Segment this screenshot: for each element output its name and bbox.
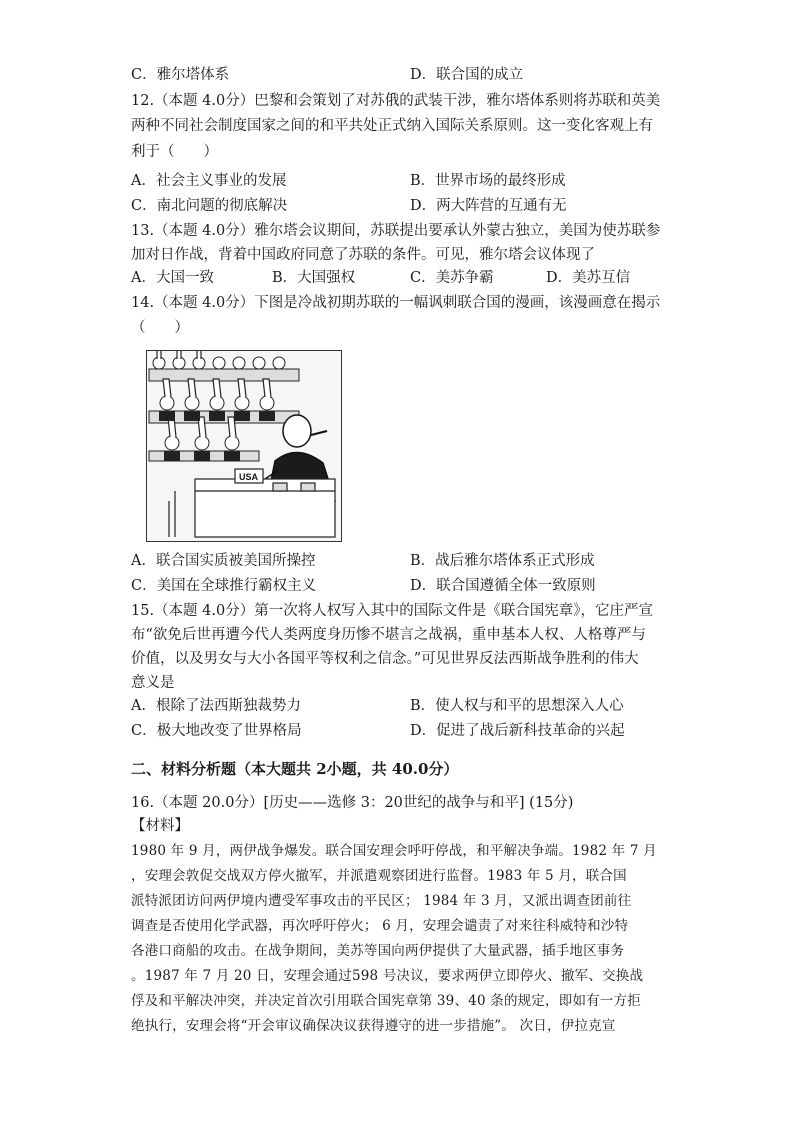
un-cartoon-image xyxy=(146,350,342,542)
option-11c: C．雅尔塔体系 xyxy=(131,67,230,83)
material-line: 。1987 年 7 月 20 日，安理会通过598 号决议，要求两伊立即停火、撤军、交换战 xyxy=(131,968,644,984)
question-15-stem: 价值，以及男女与大小各国平等权利之信念。”可见世界反法西斯战争胜利的伟大 xyxy=(131,651,639,667)
option-13c: C．美苏争霸 xyxy=(410,270,494,286)
option-12d: D．两大阵营的互通有无 xyxy=(410,198,567,214)
material-label: 【材料】 xyxy=(131,818,189,834)
option-13b: B．大国强权 xyxy=(272,270,356,286)
question-12-stem: 两种不同社会制度国家之间的和平共处正式纳入国际关系原则。这一变化客观上有 xyxy=(131,118,653,134)
option-14c: C．美国在全球推行霸权主义 xyxy=(131,578,317,594)
question-15-stem: 意义是 xyxy=(131,675,175,691)
option-15a: A．根除了法西斯独裁势力 xyxy=(131,698,301,714)
question-16-stem: 16.（本题 20.0分）[历史——选修 3：20世纪的战争与和平] (15分) xyxy=(131,795,574,811)
material-line: 俘及和平解决冲突，并决定首次引用联合国宪章第 39、40 条的规定，即如有一方拒 xyxy=(131,993,641,1009)
option-15c: C．极大地改变了世界格局 xyxy=(131,723,302,739)
option-13a: A．大国一致 xyxy=(131,270,214,286)
option-14a: A．联合国实质被美国所操控 xyxy=(131,553,316,569)
option-12c: C．南北问题的彻底解决 xyxy=(131,198,288,214)
option-12b: B．世界市场的最终形成 xyxy=(410,173,566,189)
cartoon-usa-label: USA xyxy=(239,472,259,482)
question-14-stem: （ ） xyxy=(131,320,189,336)
question-13-stem: 加对日作战，背着中国政府同意了苏联的条件。可见，雅尔塔会议体现了 xyxy=(131,247,595,263)
material-line: 调查是否使用化学武器，再次呼吁停火； 6 月，安理会谴责了对来往科威特和沙特 xyxy=(131,918,629,934)
option-15d: D．促进了战后新科技革命的兴起 xyxy=(410,723,625,739)
option-14d: D．联合国遵循全体一致原则 xyxy=(410,578,596,594)
material-line: 1980 年 9 月，两伊战争爆发。联合国安理会呼吁停战，和平解决争端。1982 年 7 月 xyxy=(131,843,657,859)
option-15b: B．使人权与和平的思想深入人心 xyxy=(410,698,624,714)
material-line: 绝执行，安理会将“开会审议确保决议获得遵守的进一步措施”。 次日，伊拉克宣 xyxy=(131,1018,616,1034)
option-14b: B．战后雅尔塔体系正式形成 xyxy=(410,553,595,569)
question-13-stem: 13.（本题 4.0分）雅尔塔会议期间，苏联提出要承认外蒙古独立，美国为使苏联参 xyxy=(131,223,661,239)
question-15-stem: 15.（本题 4.0分）第一次将人权写入其中的国际文件是《联合国宪章》，它庄严宣 xyxy=(131,603,653,619)
question-15-stem: 布“欲免后世再遭今代人类两度身历惨不堪言之战祸，重申基本人权、人格尊严与 xyxy=(131,627,646,643)
cartoon-drawing xyxy=(147,351,341,541)
material-line: 各港口商船的攻击。在战争期间，美苏等国向两伊提供了大量武器，插手地区事务 xyxy=(131,943,625,959)
option-13d: D．美苏互信 xyxy=(546,270,631,286)
material-line: 派特派团访问两伊境内遭受军事攻击的平民区； 1984 年 3 月，又派出调查团前往 xyxy=(131,893,632,909)
section-heading: 二、材料分析题（本大题共 2小题，共 40.0分） xyxy=(131,760,459,778)
option-11d: D．联合国的成立 xyxy=(410,67,524,83)
question-12-stem: 12.（本题 4.0分）巴黎和会策划了对苏俄的武装干涉，雅尔塔体系则将苏联和英美 xyxy=(131,93,661,109)
material-line: ，安理会敦促交战双方停火撤军，并派遣观察团进行监督。1983 年 5 月，联合国 xyxy=(131,868,627,884)
question-14-stem: 14.（本题 4.0分）下图是冷战初期苏联的一幅讽刺联合国的漫画，该漫画意在揭示 xyxy=(131,295,661,311)
question-12-stem: 利于（ ） xyxy=(131,144,218,160)
option-12a: A．社会主义事业的发展 xyxy=(131,173,287,189)
